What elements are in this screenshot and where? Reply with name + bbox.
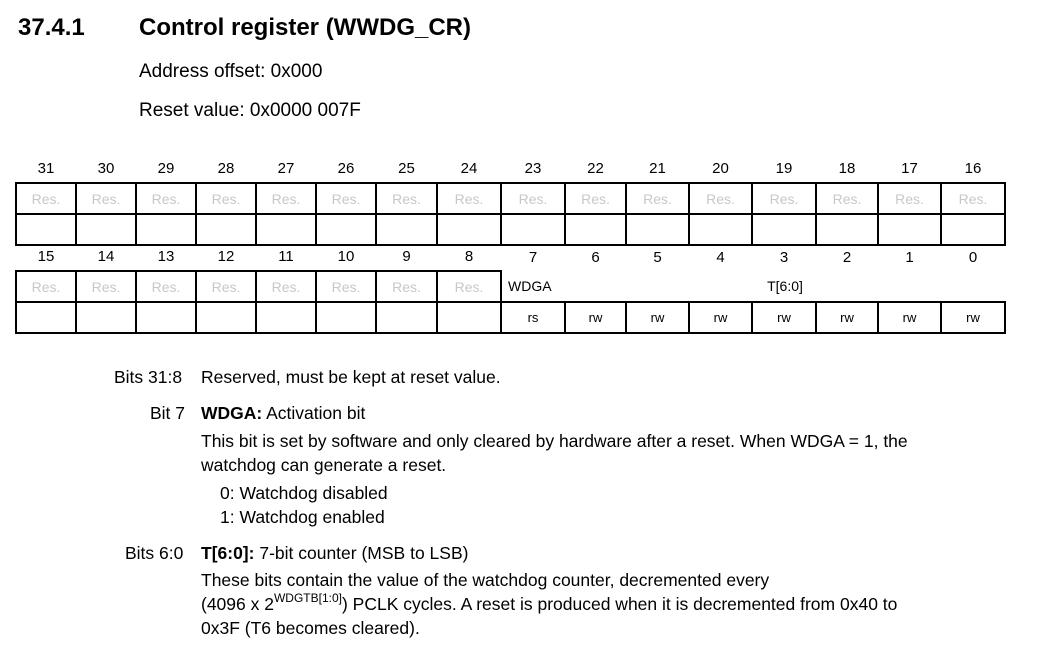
bits6-0-line2-part1: (4096 x 2: [201, 594, 274, 614]
access-cell: [196, 214, 256, 245]
access-cell: [136, 302, 196, 333]
reserved-field: Res.: [316, 271, 376, 302]
bit-number: 11: [278, 248, 294, 265]
bit-number: 2: [842, 248, 852, 266]
reserved-field: Res.: [196, 271, 256, 302]
lower-bit-numbers: [16, 243, 1005, 271]
bits6-0-name: T[6:0]:: [201, 543, 255, 563]
access-cell: [136, 214, 196, 245]
access-type: rw: [941, 302, 1005, 333]
bit-number: 15: [37, 248, 55, 265]
lower-access: [16, 302, 1005, 333]
bit-number: 7: [528, 248, 538, 266]
bit-number: 26: [337, 160, 355, 177]
bit7-name: WDGA:: [201, 403, 263, 423]
access-cell: [501, 214, 565, 245]
reserved-field: Res.: [501, 183, 565, 214]
reserved-field: Res.: [16, 183, 76, 214]
bit-number: 14: [97, 248, 115, 265]
section-title: Control register (WWDG_CR): [139, 14, 471, 41]
bit-number: 25: [398, 160, 415, 177]
reserved-field: Res.: [256, 183, 316, 214]
reserved-field: Res.: [437, 271, 501, 302]
access-type: rs: [501, 302, 565, 333]
reset-value: Reset value: 0x0000 007F: [139, 100, 361, 121]
access-cell: [376, 214, 437, 245]
t-field: T[6:0]: [767, 278, 803, 294]
reserved-field: Res.: [136, 271, 196, 302]
access-type: rw: [816, 302, 878, 333]
reserved-field: Res.: [316, 183, 376, 214]
bit-number: 22: [587, 160, 604, 177]
bits6-0-heading: [201, 541, 468, 565]
reserved-field: Res.: [437, 183, 501, 214]
register-upper-table: [15, 155, 1006, 246]
reserved-field: Res.: [752, 183, 816, 214]
bit-number: 20: [712, 160, 729, 177]
bit-number: 23: [524, 160, 542, 177]
bit-number: 10: [337, 248, 355, 265]
access-cell: [752, 214, 816, 245]
reserved-field: Res.: [256, 271, 316, 302]
bit-number: 30: [97, 160, 115, 177]
upper-access: [16, 214, 1005, 245]
reserved-field: Res.: [376, 271, 437, 302]
access-type: rw: [752, 302, 816, 333]
access-cell: [16, 214, 76, 245]
bit-number: 28: [217, 160, 235, 177]
reserved-field: Res.: [816, 183, 878, 214]
bit-number: 9: [402, 248, 411, 265]
reserved-field: Res.: [565, 183, 626, 214]
bit-number: 3: [779, 248, 789, 266]
access-type: rw: [878, 302, 941, 333]
address-offset: Address offset: 0x000: [139, 61, 323, 82]
reserved-field: Res.: [76, 271, 136, 302]
reserved-field: Res.: [376, 183, 437, 214]
bit-number: 0: [968, 248, 978, 266]
access-cell: [689, 214, 752, 245]
upper-fields: [16, 183, 1005, 214]
reserved-field: Res.: [626, 183, 689, 214]
access-cell: [941, 214, 1005, 245]
bits6-0-exponent: WDGTB[1:0]: [273, 591, 342, 605]
access-type: rw: [626, 302, 689, 333]
bit-number: 31: [37, 160, 55, 177]
access-cell: [316, 214, 376, 245]
bit-number: 13: [157, 248, 175, 265]
bit-number: 16: [964, 160, 982, 177]
access-type: rw: [565, 302, 626, 333]
bit-number: 5: [653, 248, 662, 266]
bit-number: 21: [649, 160, 666, 177]
reserved-field: Res.: [136, 183, 196, 214]
bit7-label: Bit 7: [150, 403, 186, 423]
bit-number: 8: [464, 248, 474, 265]
access-cell: [626, 214, 689, 245]
access-cell: [16, 302, 76, 333]
bit-number: 12: [217, 248, 235, 265]
bit-number: 17: [901, 160, 918, 177]
access-cell: [565, 214, 626, 245]
access-cell: [196, 302, 256, 333]
bit7-heading: [201, 401, 365, 425]
access-cell: [437, 302, 501, 333]
register-lower-table: [15, 243, 1006, 334]
access-cell: [76, 214, 136, 245]
bit-number: 4: [716, 248, 725, 266]
reserved-field: Res.: [76, 183, 136, 214]
access-cell: [256, 214, 316, 245]
bits6-0-desc-line1: These bits contain the value of the watchdog counter, decremented every: [201, 570, 770, 590]
bits31-8-label: Bits 31:8: [114, 367, 183, 387]
bit-number: 29: [157, 160, 175, 177]
bit-number: 27: [277, 160, 295, 177]
reserved-field: Res.: [16, 271, 76, 302]
access-cell: [316, 302, 376, 333]
access-cell: [437, 214, 501, 245]
bits6-0-label: Bits 6:0: [125, 543, 184, 563]
access-cell: [376, 302, 437, 333]
bit-number: 18: [838, 160, 856, 177]
bits6-0-desc-line3: 0x3F (T6 becomes cleared).: [201, 618, 420, 638]
reserved-field: Res.: [878, 183, 941, 214]
bit-number: 19: [775, 160, 793, 177]
reserved-field: Res.: [941, 183, 1005, 214]
bit7-desc-line2: watchdog can generate a reset.: [201, 455, 447, 475]
access-cell: [878, 214, 941, 245]
access-cell: [816, 214, 878, 245]
bit7-desc-line1: This bit is set by software and only cleared by hardware after a reset. When WDGA = 1, the: [201, 431, 908, 451]
reserved-field: Res.: [196, 183, 256, 214]
reserved-field: Res.: [689, 183, 752, 214]
bits6-0-desc-line2: [201, 592, 897, 616]
bits31-8-text: Reserved, must be kept at reset value.: [201, 367, 501, 387]
bits6-0-line2-part2: ) PCLK cycles. A reset is produced when it is decremented from 0x40 to: [341, 594, 898, 614]
upper-bit-numbers: [16, 155, 1005, 183]
bits6-0-title: 7-bit counter (MSB to LSB): [254, 543, 469, 563]
wdga-field: WDGA: [508, 278, 552, 294]
bit-number: 24: [460, 160, 478, 177]
access-cell: [76, 302, 136, 333]
bit7-option-0: 0: Watchdog disabled: [220, 483, 388, 503]
bit-number: 6: [591, 248, 600, 266]
bit7-option-1: 1: Watchdog enabled: [220, 507, 385, 527]
lower-fields: [16, 271, 1005, 302]
bit-number: 1: [905, 248, 914, 266]
bit7-title: Activation bit: [262, 403, 366, 423]
access-type: rw: [689, 302, 752, 333]
access-cell: [256, 302, 316, 333]
section-number: 37.4.1: [18, 14, 85, 41]
